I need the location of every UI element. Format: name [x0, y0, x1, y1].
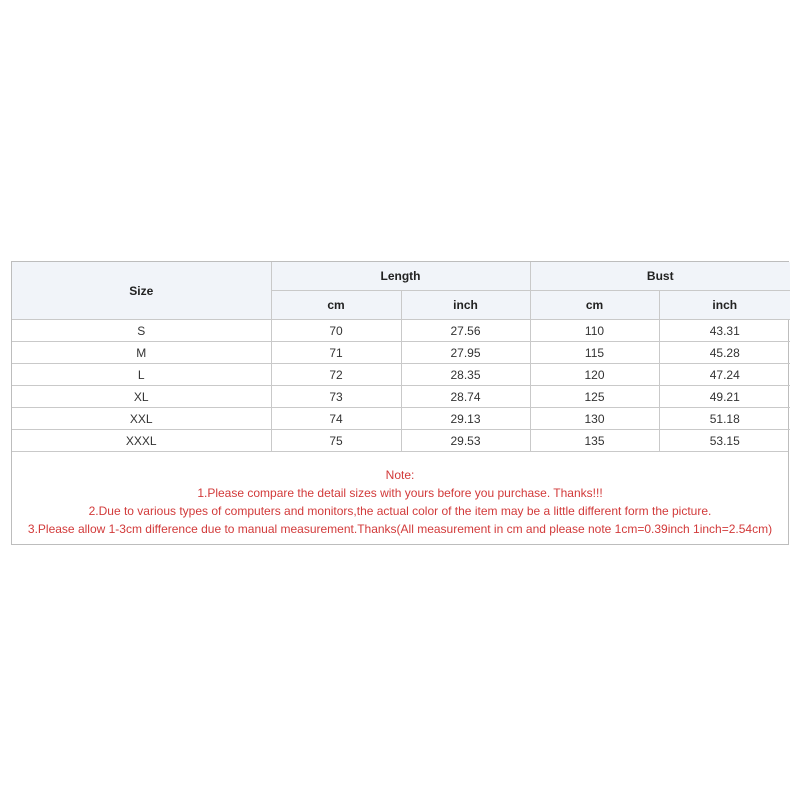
bust-cm-header: cm	[530, 291, 659, 320]
length-header: Length	[271, 262, 530, 291]
note-line-3: 3.Please allow 1-3cm difference due to manual measurement.Thanks(All measurement in cm and please note 1cm=0.39inch 1inch=2.54cm)	[27, 522, 773, 536]
length-cm-cell: 74	[271, 408, 401, 430]
length-cm-cell: 73	[271, 386, 401, 408]
bust-inch-cell: 43.31	[659, 320, 790, 342]
bust-inch-cell: 49.21	[659, 386, 790, 408]
note-line-1: 1.Please compare the detail sizes with yours before you purchase. Thanks!!!	[197, 486, 603, 500]
table-row	[12, 430, 790, 452]
length-inch-cell: 27.56	[401, 320, 530, 342]
note-line-2: 2.Due to various types of computers and monitors,the actual color of the item may be a little different form the picture.	[88, 504, 712, 518]
length-inch-cell: 29.13	[401, 408, 530, 430]
bust-cm-cell: 110	[530, 320, 659, 342]
note-title: Note:	[385, 468, 415, 482]
bust-inch-cell: 53.15	[659, 430, 790, 452]
bust-cm-cell: 120	[530, 364, 659, 386]
length-cm-header: cm	[271, 291, 401, 320]
length-cm-cell: 71	[271, 342, 401, 364]
size-cell: XXXL	[12, 430, 271, 452]
bust-cm-cell: 115	[530, 342, 659, 364]
bust-inch-cell: 51.18	[659, 408, 790, 430]
bust-inch-cell: 45.28	[659, 342, 790, 364]
length-inch-cell: 28.35	[401, 364, 530, 386]
bust-inch-cell: 47.24	[659, 364, 790, 386]
size-cell: L	[12, 364, 271, 386]
size-cell: XL	[12, 386, 271, 408]
size-cell: XXL	[12, 408, 271, 430]
length-inch-cell: 28.74	[401, 386, 530, 408]
size-cell: S	[12, 320, 271, 342]
length-inch-cell: 27.95	[401, 342, 530, 364]
length-inch-cell: 29.53	[401, 430, 530, 452]
table-row	[12, 408, 790, 430]
length-inch-header: inch	[401, 291, 530, 320]
table-row	[12, 386, 790, 408]
bust-header: Bust	[530, 262, 790, 291]
notes-panel	[12, 451, 788, 544]
table-body	[12, 320, 790, 452]
length-cm-cell: 75	[271, 430, 401, 452]
header-group-row	[12, 262, 790, 291]
table-header	[12, 262, 790, 320]
bust-cm-cell: 130	[530, 408, 659, 430]
length-cm-cell: 72	[271, 364, 401, 386]
table-row	[12, 342, 790, 364]
bust-cm-cell: 135	[530, 430, 659, 452]
size-header: Size	[12, 262, 271, 320]
bust-inch-header: inch	[659, 291, 790, 320]
size-cell: M	[12, 342, 271, 364]
bust-cm-cell: 125	[530, 386, 659, 408]
size-table	[12, 262, 790, 451]
table-row	[12, 320, 790, 342]
table-row	[12, 364, 790, 386]
length-cm-cell: 70	[271, 320, 401, 342]
size-chart	[11, 261, 789, 545]
